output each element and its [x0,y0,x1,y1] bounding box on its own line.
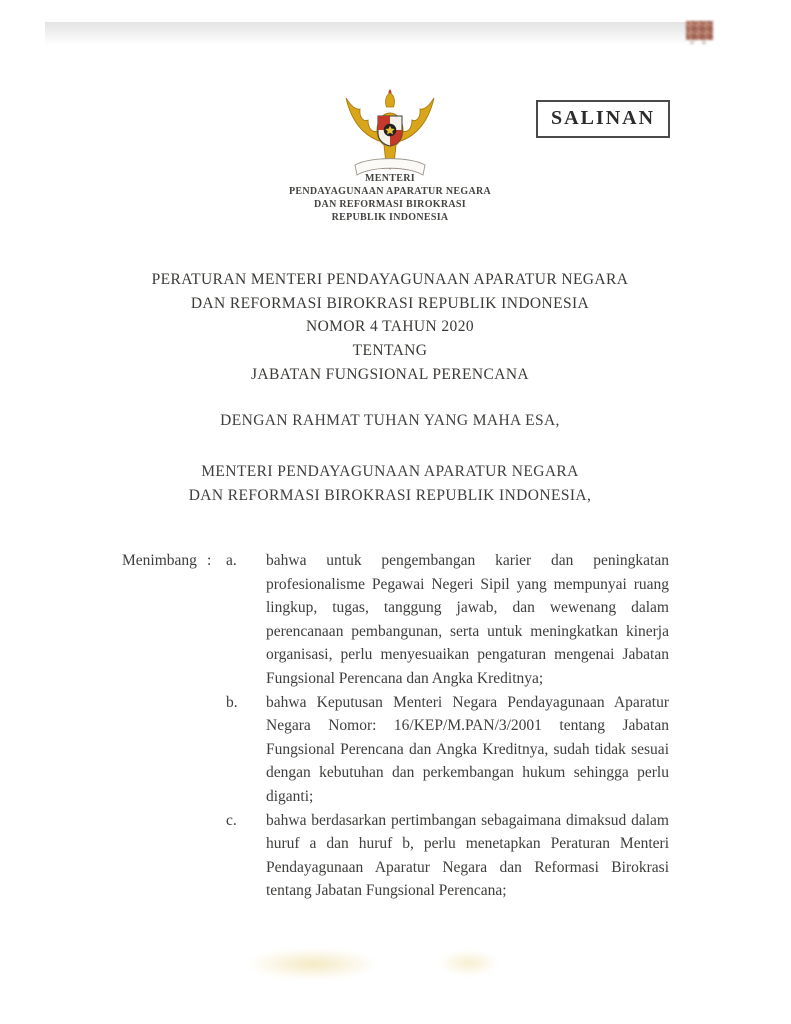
title-line: NOMOR 4 TAHUN 2020 [306,318,474,336]
authority-block [0,460,780,507]
considering-items [226,549,669,903]
regulation-title [0,268,780,387]
watermark-smudge [438,950,500,976]
item-text: bahwa Keputusan Menteri Negara Pendayagunaan Aparatur Negara Nomor: 16/KEP/M.PAN/3/2001 tentang Jabatan Fungsional Perencana dan Angka Kreditnya, sudah tidak sesuai dengan kebutuhan dan perkembangan hukum sehingga perlu diganti; [266,693,669,805]
title-line: TENTANG [352,342,428,360]
letterhead-line: MENTERI [365,173,415,184]
considering-colon: : [207,552,212,569]
item-letter: c. [226,811,237,829]
considering-label: Menimbang [122,552,197,569]
authority-line: MENTERI PENDAYAGUNAAN APARATUR NEGARA [201,463,579,480]
scan-artifact-icon [686,21,713,40]
salinan-stamp: SALINAN [536,100,670,138]
title-line: JABATAN FUNGSIONAL PERENCANA [250,365,530,383]
considering-item [226,549,669,691]
considering-item [226,691,669,809]
item-letter: b. [226,693,238,711]
considering-section [122,549,669,903]
garuda-pancasila-emblem [340,86,440,185]
scan-shadow-band [45,22,686,48]
item-letter: a. [226,552,237,569]
item-text: bahwa berdasarkan pertimbangan sebagaimana dimaksud dalam huruf a dan huruf b, perlu menetapkan Peraturan Menteri Pendayagunaan Aparatur Negara dan Reformasi Birokrasi tentang Jabatan Fungsional Perencana; [266,811,669,900]
watermark-smudge [246,948,380,980]
letterhead-line: REPUBLIK INDONESIA [331,212,449,223]
letterhead-line: DAN REFORMASI BIROKRASI [314,199,466,210]
title-line: PERATURAN MENTERI PENDAYAGUNAAN APARATUR NEGARA [151,271,629,288]
invocation-line: DENGAN RAHMAT TUHAN YANG MAHA ESA, [220,412,560,429]
ministry-letterhead [0,172,780,224]
authority-line: DAN REFORMASI BIROKRASI REPUBLIK INDONESIA, [188,486,592,504]
item-text: bahwa untuk pengembangan karier dan peningkatan profesionalisme Pegawai Negeri Sipil yang mempunyai ruang lingkup, tugas, tanggung jawab, dan wewenang dalam perencanaan pembangunan, serta untuk meningkatkan kinerja organisasi, perlu menyesuaikan pengaturan mengenai Jabatan Fungsional Perencana dan Angka Kreditnya; [266,552,669,687]
letterhead-line: PENDAYAGUNAAN APARATUR NEGARA [288,186,492,197]
considering-item [226,809,669,903]
title-line: DAN REFORMASI BIROKRASI REPUBLIK INDONESIA [190,294,590,312]
